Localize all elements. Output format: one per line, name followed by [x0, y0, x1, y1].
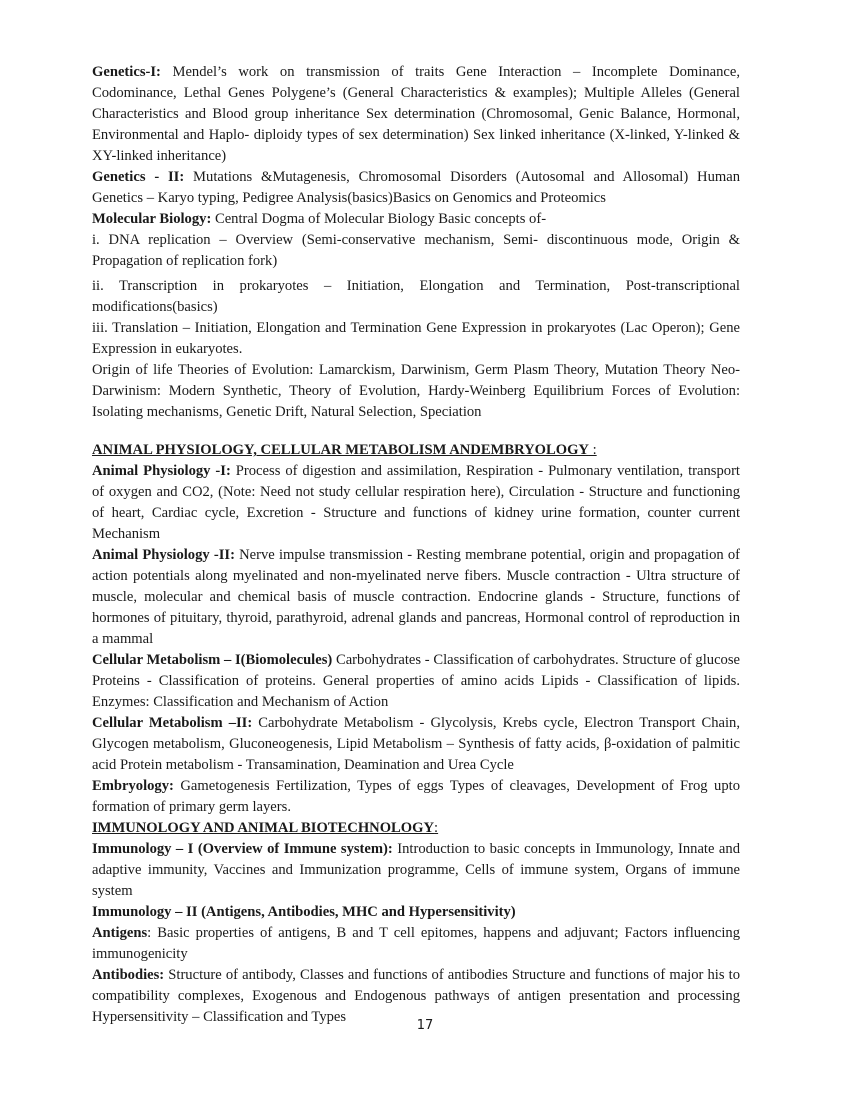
paragraph-evolution — [92, 360, 740, 423]
paragraph-genetics-2 — [92, 167, 740, 209]
paragraph-embryology — [92, 776, 740, 818]
topic-text: i. DNA replication – Overview (Semi-conservative mechanism, Semi- discontinuous mode, Origin & Propagation of replication fork) — [92, 232, 740, 269]
topic-text: Nerve impulse transmission - Resting membrane potential, origin and propagation of action potentials along myelinated and non-myelinated nerve fibers. Muscle contraction - Ultra structure of muscle, molecular and chemical basis of muscle contraction. Endocrine glands - Structure, functions of hormones of pituitary, thyroid, parathyroid, adrenal glands and pancreas, Hormonal control of reproduction in a mammal — [92, 547, 741, 647]
heading-trail: : — [588, 442, 597, 458]
section-heading-immunology — [92, 818, 740, 839]
topic-text: Gametogenesis Fertilization, Types of eggs Types of cleavages, Development of Frog upto formation of primary germ layers. — [92, 778, 740, 815]
topic-title: Cellular Metabolism – I(Biomolecules) — [92, 652, 333, 668]
paragraph-genetics-1 — [92, 62, 740, 167]
paragraph-molecular-biology — [92, 209, 740, 230]
topic-text: Introduction to basic concepts in Immunology, Innate and adaptive immunity, Vaccines and Immunization programme, Cells of immune system, Organs of immune system — [92, 841, 740, 899]
topic-title: Animal Physiology -I: — [92, 463, 231, 479]
paragraph-cellular-metabolism-2 — [92, 713, 740, 776]
paragraph-immunology-1 — [92, 839, 740, 902]
heading-text: IMMUNOLOGY AND ANIMAL BIOTECHNOLOGY — [92, 820, 435, 836]
topic-text: Origin of life Theories of Evolution: Lamarckism, Darwinism, Germ Plasm Theory, Mutation Theory Neo- Darwinism: Modern Synthetic, Theory of Evolution, Hardy-Weinberg Equilibrium Forces of Evolution: Isolating mechanisms, Genetic Drift, Natural Selection, Speciation — [92, 362, 740, 420]
topic-title: Animal Physiology -II: — [92, 547, 235, 563]
topic-title: Genetics-I: — [92, 64, 161, 80]
topic-text: ii. Transcription in prokaryotes – Initiation, Elongation and Termination, Post-transcriptional modifications(basics) — [92, 278, 740, 315]
heading-trail: : — [434, 820, 439, 836]
topic-text: Structure of antibody, Classes and functions of antibodies Structure and functions of major his to compatibility complexes, Exogenous and Endogenous pathways of antigen presentation and processing Hypersensitivity – Classification and Types — [92, 967, 740, 1025]
paragraph-immunology-2 — [92, 902, 740, 923]
topic-title: Genetics - II: — [92, 169, 185, 185]
topic-text: Central Dogma of Molecular Biology Basic concepts of- — [211, 211, 547, 227]
topic-text: Process of digestion and assimilation, Respiration - Pulmonary ventilation, transport of oxygen and CO2, (Note: Need not study cellular respiration here), Circulation - Structure and functioning of heart, Cardiac cycle, Excretion - Structure and functions of kidney urine formation, counter current Mechanism — [92, 463, 740, 542]
paragraph-animal-physiology-1 — [92, 461, 740, 545]
paragraph-cellular-metabolism-1 — [92, 650, 740, 713]
topic-text: Carbohydrate Metabolism - Glycolysis, Krebs cycle, Electron Transport Chain, Glycogen metabolism, Gluconeogenesis, Lipid Metabolism – Synthesis of fatty acids, β-oxidation of palmitic acid Protein metabolism - Transamination, Deamination and Urea Cycle — [92, 715, 741, 773]
topic-text: Carbohydrates - Classification of carbohydrates. Structure of glucose Proteins - Classification of proteins. General properties of amino acids Lipids - Classification of lipids. Enzymes: Classification and Mechanism of Action — [92, 652, 740, 710]
paragraph-animal-physiology-2 — [92, 545, 740, 650]
topic-title: Embryology: — [92, 778, 174, 794]
topic-text: iii. Translation – Initiation, Elongation and Termination Gene Expression in prokaryotes (Lac Operon); Gene Expression in eukaryotes. — [92, 320, 740, 357]
topic-text: Mendel’s work on transmission of traits Gene Interaction – Incomplete Dominance, Codominance, Lethal Genes Polygene’s (General Characteristics & examples); Multiple Alleles (General Characteristics and Blood group inheritance Sex determination (Chromosomal, Genic Balance, Hormonal, Environmental and Haplo- diploidy types of sex determination) Sex linked inheritance (X-linked, Y-linked & XY-linked inheritance) — [92, 64, 740, 164]
heading-text: ANIMAL PHYSIOLOGY, CELLULAR METABOLISM ANDEMBRYOLOGY — [92, 442, 589, 458]
syllabus-content — [92, 62, 740, 1028]
topic-title: Cellular Metabolism –II: — [92, 715, 253, 731]
topic-title: Antibodies: — [92, 967, 165, 983]
page-number: 17 — [416, 1018, 434, 1033]
topic-text: : Basic properties of antigens, B and T cell epitomes, happens and adjuvant; Factors influencing immunogenicity — [92, 925, 740, 962]
topic-title: Molecular Biology: — [92, 211, 212, 227]
topic-title: Immunology – I (Overview of Immune system): — [92, 841, 393, 857]
paragraph-antigens — [92, 923, 740, 965]
topic-text: Mutations &Mutagenesis, Chromosomal Disorders (Autosomal and Allosomal) Human Genetics – Karyo typing, Pedigree Analysis(basics)Basics on Genomics and Proteomics — [92, 169, 740, 206]
paragraph-translation — [92, 318, 740, 360]
paragraph-transcription — [92, 276, 740, 318]
topic-title: Antigens — [92, 925, 148, 941]
paragraph-dna-replication — [92, 230, 740, 272]
topic-title: Immunology – II (Antigens, Antibodies, MHC and Hypersensitivity) — [92, 904, 516, 920]
section-heading-animal-physiology — [92, 440, 740, 461]
